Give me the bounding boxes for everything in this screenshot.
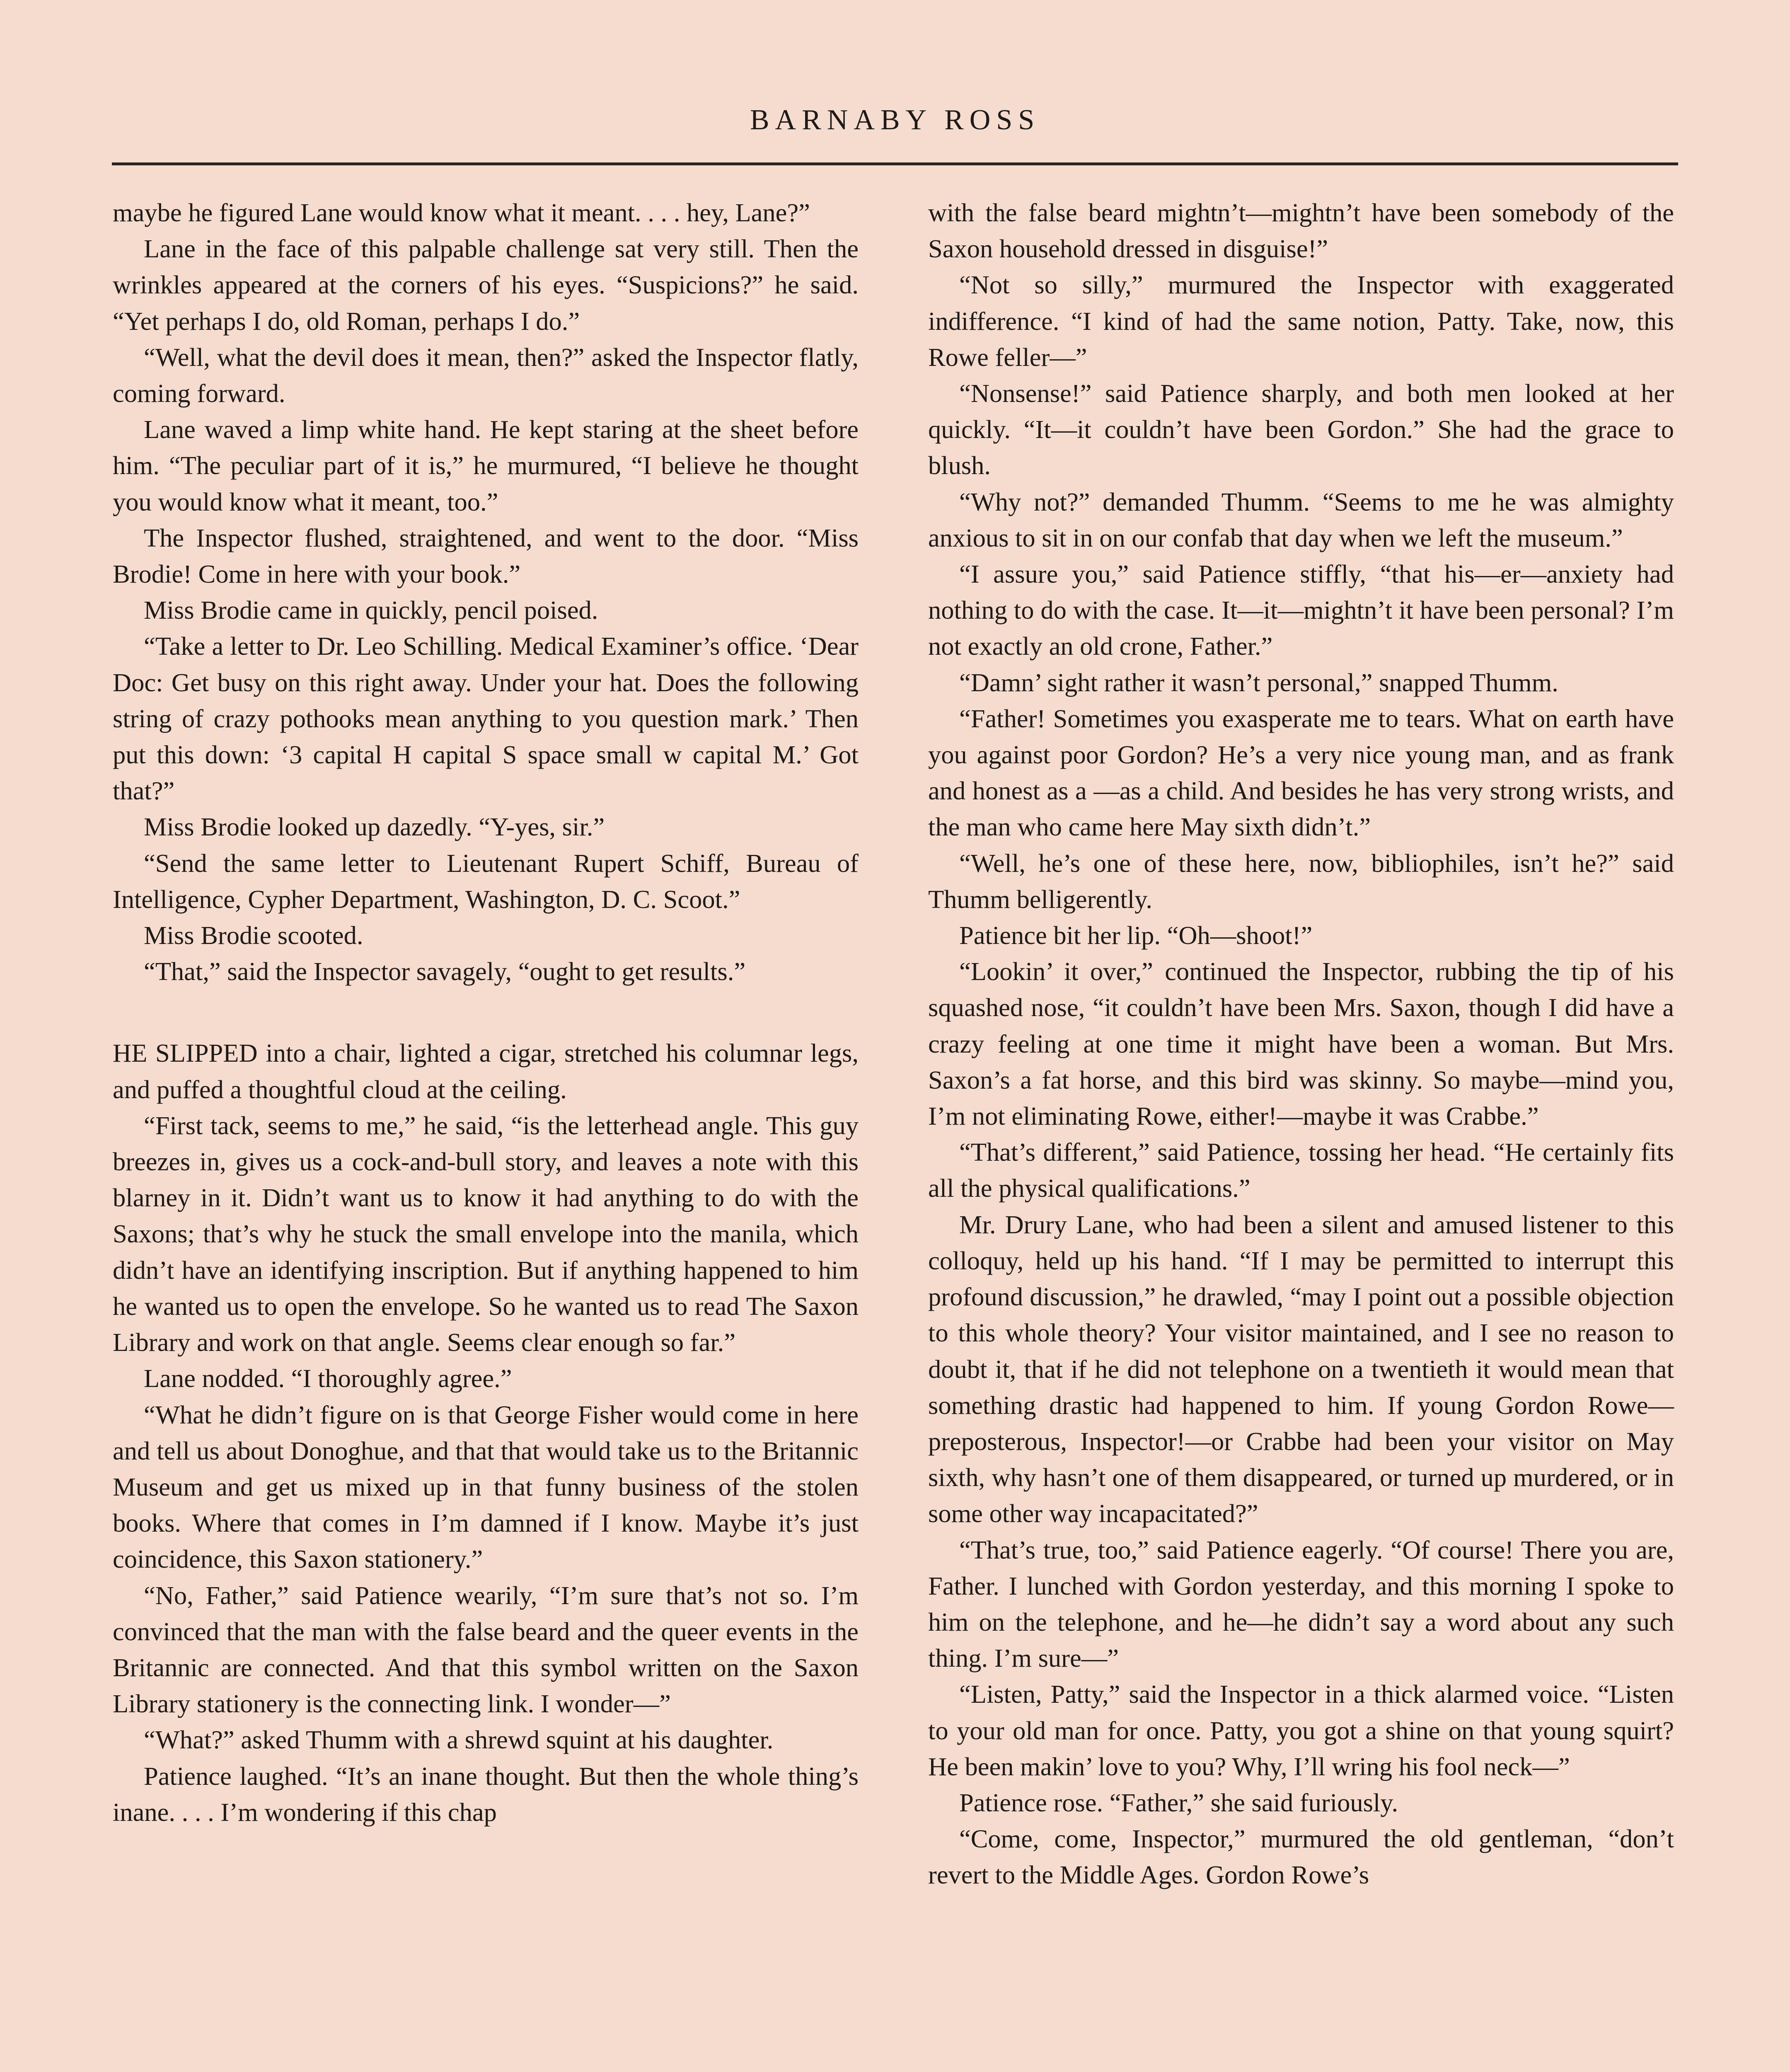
paragraph: “I assure you,” said Patience stiffly, “that his—er—anxiety had nothing to do with the case. It—it—mightn’t it have been personal? I’m not exactly an old crone, Father.” [928, 559, 1674, 661]
paragraph: Lane waved a limp white hand. He kept staring at the sheet before him. “The peculiar part of it is,” he murmured, “I believe he thought you would know what it meant, too.” [113, 415, 859, 516]
paragraph: with the false beard mightn’t—mightn’t have been somebody of the Saxon household dressed in disguise!” [928, 198, 1674, 264]
section-opening-paragraph: HE SLIPPED into a chair, lighted a cigar, stretched his columnar legs, and puffed a thoughtful cloud at the ceiling. [113, 1038, 859, 1104]
paragraph: Patience rose. “Father,” she said furiously. [959, 1788, 1398, 1817]
paragraph: Miss Brodie looked up dazedly. “Y-yes, sir.” [144, 812, 605, 842]
text-column-left [113, 195, 859, 1830]
paragraph: “First tack, seems to me,” he said, “is the letterhead angle. This guy breezes in, gives us a cock-and-bull story, and leaves a note with this blarney in it. Didn’t want us to know it had anything to do with the Saxons; that’s why he stuck the small envelope into the manila, which didn’t have an identifying inscription. But if anything happened to him he wanted us to open the envelope. So he wanted us to read The Saxon Library and work on that angle. Seems clear enough so far.” [113, 1111, 859, 1357]
running-header: BARNABY ROSS [750, 104, 1040, 136]
paragraph: “That’s different,” said Patience, tossing her head. “He certainly fits all the physical qualifications.” [928, 1138, 1674, 1203]
paragraph: “Nonsense!” said Patience sharply, and both men looked at her quickly. “It—it couldn’t have been Gordon.” She had the grace to blush. [928, 379, 1674, 480]
paragraph: “What he didn’t figure on is that George Fisher would come in here and tell us about Donoghue, and that that would take us to the Britannic Museum and get us mixed up in that funny business of the stolen books. Where that comes in I’m damned if I know. Maybe it’s just coincidence, this Saxon stationery.” [113, 1400, 859, 1574]
paragraph: “Why not?” demanded Thumm. “Seems to me he was almighty anxious to sit in on our confab that day when we left the museum.” [928, 487, 1674, 552]
paragraph: “That,” said the Inspector savagely, “ought to get results.” [144, 957, 746, 986]
paragraph: “Father! Sometimes you exasperate me to tears. What on earth have you against poor Gordon? He’s a very nice young man, and as frank and honest as a —as a child. And besides he has very strong wrists, and the man who came here May sixth didn’t.” [928, 704, 1674, 842]
paragraph: Mr. Drury Lane, who had been a silent and amused listener to this colloquy, held up his hand. “If I may be permitted to interrupt this profound discussion,” he drawled, “may I point out a possible objection to this whole theory? Your visitor maintained, and I see no reason to doubt it, that if he did not telephone on a twentieth it would mean that something drastic had happened to him. If young Gordon Rowe—preposterous, Inspector!—or Crabbe had been your visitor on May sixth, why hasn’t one of them disappeared, or turned up murdered, or in some other way incapacitated?” [928, 1210, 1674, 1528]
paragraph: “That’s true, too,” said Patience eagerly. “Of course! There you are, Father. I lunched with Gordon yesterday, and this morning I spoke to him on the telephone, and he—he didn’t say a word about any such thing. I’m sure—” [928, 1535, 1674, 1673]
paragraph: “Come, come, Inspector,” murmured the old gentleman, “don’t revert to the Middle Ages. Gordon Rowe’s [928, 1824, 1674, 1890]
paragraph: Lane nodded. “I thoroughly agree.” [144, 1364, 512, 1393]
paragraph: “Send the same letter to Lieutenant Rupert Schiff, Bureau of Intelligence, Cypher Department, Washington, D. C. Scoot.” [113, 848, 859, 914]
paragraph: The Inspector flushed, straightened, and went to the door. “Miss Brodie! Come in here with your book.” [113, 523, 859, 589]
paragraph: “Listen, Patty,” said the Inspector in a thick alarmed voice. “Listen to your old man for once. Patty, you got a shine on that young squirt? He been makin’ love to you? Why, I’ll wring his fool neck—” [928, 1680, 1674, 1781]
paragraph: “Damn’ sight rather it wasn’t personal,” snapped Thumm. [959, 668, 1558, 697]
paragraph: Lane in the face of this palpable challenge sat very still. Then the wrinkles appeared at the corners of his eyes. “Suspicions?” he said. “Yet perhaps I do, old Roman, perhaps I do.” [113, 234, 859, 336]
paragraph: “Well, he’s one of these here, now, bibliophiles, isn’t he?” said Thumm belligerently. [928, 848, 1674, 914]
text-column-right [928, 195, 1674, 1893]
paragraph: “Not so silly,” murmured the Inspector with exaggerated indifference. “I kind of had the same notion, Patty. Take, now, this Rowe feller—” [928, 270, 1674, 372]
paragraph: “Take a letter to Dr. Leo Schilling. Medical Examiner’s office. ‘Dear Doc: Get busy on this right away. Under your hat. Does the following string of crazy pothooks mean anything to you question mark.’ Then put this down: ‘3 capital H capital S space small w capital M.’ Got that?” [113, 632, 859, 806]
paragraph: maybe he figured Lane would know what it meant. . . . hey, Lane?” [113, 198, 810, 227]
paragraph: “What?” asked Thumm with a shrewd squint at his daughter. [144, 1725, 774, 1755]
paragraph: Miss Brodie scooted. [144, 921, 363, 950]
header-rule [112, 162, 1678, 165]
paragraph: Patience bit her lip. “Oh—shoot!” [959, 921, 1313, 950]
paragraph: Miss Brodie came in quickly, pencil poised. [144, 595, 598, 625]
paragraph: “Lookin’ it over,” continued the Inspector, rubbing the tip of his squashed nose, “it couldn’t have been Mrs. Saxon, though I did have a crazy feeling at one time it might have been a woman. But Mrs. Saxon’s a fat horse, and this bird was skinny. So maybe—mind you, I’m not eliminating Rowe, either!—maybe it was Crabbe.” [928, 957, 1674, 1131]
paragraph: Patience laughed. “It’s an inane thought. But then the whole thing’s inane. . . . I’m wondering if this chap [113, 1761, 859, 1827]
paragraph: “No, Father,” said Patience wearily, “I’m sure that’s not so. I’m convinced that the man with the false beard and the queer events in the Britannic are connected. And that this symbol written on the Saxon Library stationery is the connecting link. I wonder—” [113, 1581, 859, 1719]
paragraph: “Well, what the devil does it mean, then?” asked the Inspector flatly, coming forward. [113, 342, 859, 408]
